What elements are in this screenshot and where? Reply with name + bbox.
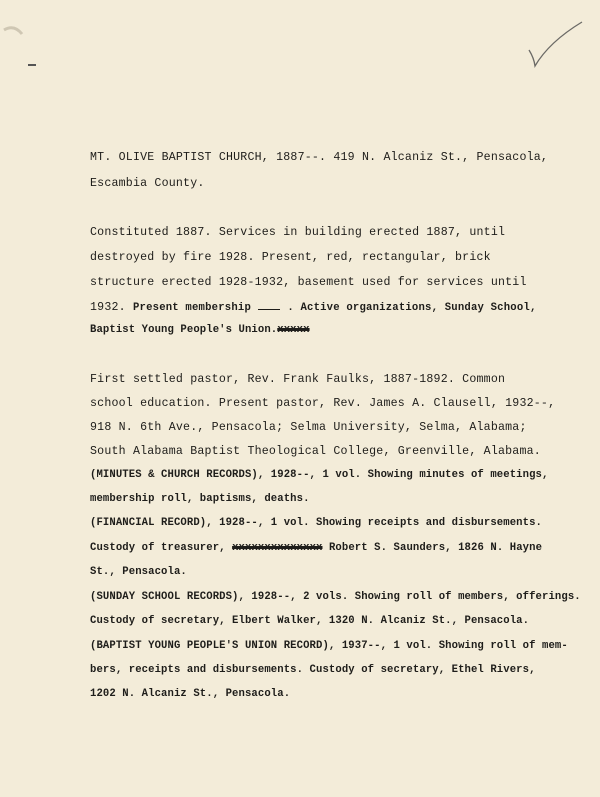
struck-name-text: xxxxxxxxxxxxxx [232, 542, 323, 554]
financial-record-line-2 [90, 541, 542, 555]
membership-blank [258, 299, 280, 310]
paper-mark-icon [2, 20, 42, 70]
history-line-2: destroyed by fire 1928. Present, red, rectangular, brick [90, 251, 491, 264]
pastor-line-3: 918 N. 6th Ave., Pensacola; Selma University, Selma, Alabama; [90, 421, 527, 434]
financial-record-line-3: St., Pensacola. [90, 566, 187, 578]
sunday-school-line-2: Custody of secretary, Elbert Walker, 1320 N. Alcaniz St., Pensacola. [90, 615, 530, 627]
minutes-record-line-1: (MINUTES & CHURCH RECORDS), 1928--, 1 vol. Showing minutes of meetings, [90, 469, 549, 481]
financial-record-line-1: (FINANCIAL RECORD), 1928--, 1 vol. Showing receipts and disbursements. [90, 517, 543, 529]
union-line [90, 323, 310, 337]
sunday-school-line-1: (SUNDAY SCHOOL RECORDS), 1928--, 2 vols. Showing roll of members, offerings. [90, 591, 581, 603]
organizations-text: . Active organizations, Sunday School, [287, 302, 537, 314]
bypu-record-line-2: bers, receipts and disbursements. Custody of secretary, Ethel Rivers, [90, 664, 536, 676]
year-text: 1932. [90, 301, 126, 314]
history-line-3: structure erected 1928-1932, basement used for services until [90, 276, 527, 289]
pastor-line-4: South Alabama Baptist Theological College, Greenville, Alabama. [90, 445, 541, 458]
struck-text: xxxxx [277, 324, 310, 336]
history-line-1: Constituted 1887. Services in building erected 1887, until [90, 226, 506, 239]
history-line-4 [90, 299, 537, 315]
bypu-record-line-3: 1202 N. Alcaniz St., Pensacola. [90, 688, 291, 700]
bypu-record-line-1: (BAPTIST YOUNG PEOPLE'S UNION RECORD), 1937--, 1 vol. Showing roll of mem- [90, 640, 568, 652]
church-heading-line: MT. OLIVE BAPTIST CHURCH, 1887--. 419 N. Alcaniz St., Pensacola, [90, 151, 549, 164]
county-line: Escambia County. [90, 177, 205, 190]
treasurer-name-text: Robert S. Saunders, 1826 N. Hayne [328, 542, 543, 554]
custody-text: Custody of treasurer, [90, 542, 226, 554]
checkmark-icon [525, 18, 585, 73]
minutes-record-line-2: membership roll, baptisms, deaths. [90, 493, 310, 505]
pastor-line-1: First settled pastor, Rev. Frank Faulks, 1887-1892. Common [90, 373, 506, 386]
pastor-line-2: school education. Present pastor, Rev. James A. Clausell, 1932--, [90, 397, 556, 410]
union-text: Baptist Young People's Union. [90, 324, 278, 336]
membership-label: Present membership [132, 302, 251, 314]
